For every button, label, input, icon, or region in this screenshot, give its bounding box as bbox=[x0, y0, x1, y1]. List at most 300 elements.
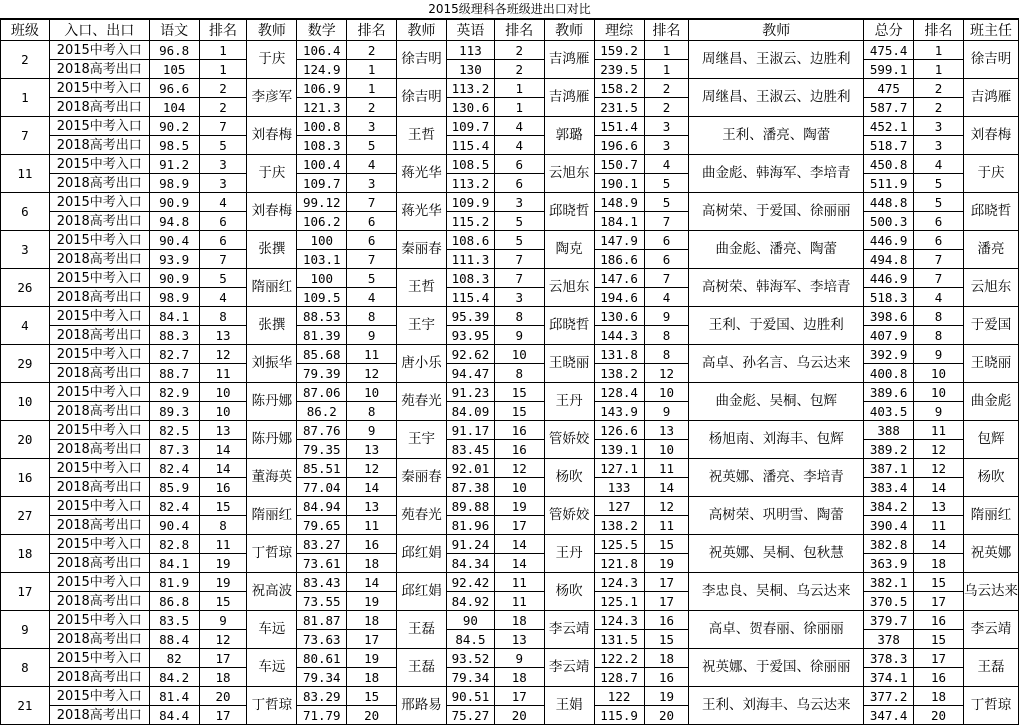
science-teachers-cell[interactable]: 王利、潘亮、陶蕾 bbox=[689, 117, 864, 155]
chinese-score-cell[interactable]: 82.7 bbox=[149, 345, 199, 364]
english-score-cell[interactable]: 113 bbox=[446, 41, 494, 60]
chinese-teacher-cell[interactable]: 丁哲琼 bbox=[247, 687, 297, 725]
math-score-cell[interactable]: 73.61 bbox=[297, 554, 347, 573]
english-teacher-cell[interactable]: 王丹 bbox=[544, 535, 594, 573]
total-rank-cell[interactable]: 4 bbox=[914, 155, 964, 174]
english-rank-cell[interactable]: 17 bbox=[494, 687, 544, 706]
english-score-cell[interactable]: 84.92 bbox=[446, 592, 494, 611]
science-rank-cell[interactable]: 4 bbox=[644, 288, 689, 307]
total-score-cell[interactable]: 387.1 bbox=[864, 459, 914, 478]
chinese-score-cell[interactable]: 94.8 bbox=[149, 212, 199, 231]
chinese-rank-cell[interactable]: 3 bbox=[199, 174, 247, 193]
math-score-cell[interactable]: 73.55 bbox=[297, 592, 347, 611]
chinese-teacher-cell[interactable]: 张撰 bbox=[247, 307, 297, 345]
math-rank-cell[interactable]: 5 bbox=[347, 269, 397, 288]
science-rank-cell[interactable]: 10 bbox=[644, 440, 689, 459]
total-score-cell[interactable]: 388 bbox=[864, 421, 914, 440]
science-teachers-cell[interactable]: 曲金彪、潘亮、陶蕾 bbox=[689, 231, 864, 269]
chinese-score-cell[interactable]: 82 bbox=[149, 649, 199, 668]
math-rank-cell[interactable]: 2 bbox=[347, 41, 397, 60]
total-score-cell[interactable]: 392.9 bbox=[864, 345, 914, 364]
math-score-cell[interactable]: 83.29 bbox=[297, 687, 347, 706]
entry-exit-cell[interactable]: 2018高考出口 bbox=[49, 478, 149, 497]
class-cell[interactable]: 6 bbox=[1, 193, 50, 231]
chinese-score-cell[interactable]: 89.3 bbox=[149, 402, 199, 421]
total-score-cell[interactable]: 379.7 bbox=[864, 611, 914, 630]
chinese-teacher-cell[interactable]: 于庆 bbox=[247, 155, 297, 193]
total-rank-cell[interactable]: 13 bbox=[914, 497, 964, 516]
english-score-cell[interactable]: 92.62 bbox=[446, 345, 494, 364]
english-teacher-cell[interactable]: 吉鸿雁 bbox=[544, 79, 594, 117]
chinese-teacher-cell[interactable]: 刘春梅 bbox=[247, 193, 297, 231]
english-score-cell[interactable]: 83.45 bbox=[446, 440, 494, 459]
science-score-cell[interactable]: 115.9 bbox=[594, 706, 644, 725]
english-rank-cell[interactable]: 9 bbox=[494, 326, 544, 345]
class-cell[interactable]: 27 bbox=[1, 497, 50, 535]
chinese-score-cell[interactable]: 90.9 bbox=[149, 193, 199, 212]
science-score-cell[interactable]: 133 bbox=[594, 478, 644, 497]
english-rank-cell[interactable]: 11 bbox=[494, 592, 544, 611]
entry-exit-cell[interactable]: 2015中考入口 bbox=[49, 573, 149, 592]
science-rank-cell[interactable]: 9 bbox=[644, 402, 689, 421]
english-score-cell[interactable]: 89.88 bbox=[446, 497, 494, 516]
math-rank-cell[interactable]: 11 bbox=[347, 516, 397, 535]
total-rank-cell[interactable]: 20 bbox=[914, 706, 964, 725]
science-rank-cell[interactable]: 12 bbox=[644, 364, 689, 383]
total-score-cell[interactable]: 370.5 bbox=[864, 592, 914, 611]
head-teacher-cell[interactable]: 于爱国 bbox=[963, 307, 1018, 345]
chinese-rank-cell[interactable]: 7 bbox=[199, 250, 247, 269]
english-score-cell[interactable]: 75.27 bbox=[446, 706, 494, 725]
science-teachers-cell[interactable]: 高卓、孙名言、乌云达来 bbox=[689, 345, 864, 383]
science-score-cell[interactable]: 125.5 bbox=[594, 535, 644, 554]
total-rank-cell[interactable]: 6 bbox=[914, 231, 964, 250]
header-math[interactable]: 数学 bbox=[297, 20, 347, 41]
math-rank-cell[interactable]: 4 bbox=[347, 155, 397, 174]
head-teacher-cell[interactable]: 于庆 bbox=[963, 155, 1018, 193]
total-score-cell[interactable]: 398.6 bbox=[864, 307, 914, 326]
chinese-score-cell[interactable]: 98.9 bbox=[149, 174, 199, 193]
total-rank-cell[interactable]: 15 bbox=[914, 630, 964, 649]
head-teacher-cell[interactable]: 包辉 bbox=[963, 421, 1018, 459]
english-rank-cell[interactable]: 13 bbox=[494, 630, 544, 649]
total-rank-cell[interactable]: 3 bbox=[914, 136, 964, 155]
entry-exit-cell[interactable]: 2015中考入口 bbox=[49, 535, 149, 554]
header-math-rank[interactable]: 排名 bbox=[347, 20, 397, 41]
chinese-teacher-cell[interactable]: 陈丹娜 bbox=[247, 421, 297, 459]
entry-exit-cell[interactable]: 2018高考出口 bbox=[49, 668, 149, 687]
chinese-teacher-cell[interactable]: 丁哲琼 bbox=[247, 535, 297, 573]
total-score-cell[interactable]: 518.3 bbox=[864, 288, 914, 307]
english-score-cell[interactable]: 93.95 bbox=[446, 326, 494, 345]
english-score-cell[interactable]: 91.24 bbox=[446, 535, 494, 554]
english-rank-cell[interactable]: 19 bbox=[494, 497, 544, 516]
class-cell[interactable]: 1 bbox=[1, 79, 50, 117]
english-score-cell[interactable]: 108.5 bbox=[446, 155, 494, 174]
total-rank-cell[interactable]: 14 bbox=[914, 478, 964, 497]
science-score-cell[interactable]: 186.6 bbox=[594, 250, 644, 269]
english-rank-cell[interactable]: 15 bbox=[494, 383, 544, 402]
science-score-cell[interactable]: 121.8 bbox=[594, 554, 644, 573]
science-teachers-cell[interactable]: 周继昌、王淑云、边胜利 bbox=[689, 41, 864, 79]
math-score-cell[interactable]: 86.2 bbox=[297, 402, 347, 421]
science-score-cell[interactable]: 125.1 bbox=[594, 592, 644, 611]
entry-exit-cell[interactable]: 2018高考出口 bbox=[49, 630, 149, 649]
math-score-cell[interactable]: 85.68 bbox=[297, 345, 347, 364]
math-score-cell[interactable]: 99.12 bbox=[297, 193, 347, 212]
total-rank-cell[interactable]: 17 bbox=[914, 592, 964, 611]
science-teachers-cell[interactable]: 祝英娜、潘亮、李培青 bbox=[689, 459, 864, 497]
english-rank-cell[interactable]: 10 bbox=[494, 478, 544, 497]
science-score-cell[interactable]: 148.9 bbox=[594, 193, 644, 212]
math-score-cell[interactable]: 79.65 bbox=[297, 516, 347, 535]
english-score-cell[interactable]: 111.3 bbox=[446, 250, 494, 269]
total-rank-cell[interactable]: 3 bbox=[914, 117, 964, 136]
math-score-cell[interactable]: 79.34 bbox=[297, 668, 347, 687]
math-rank-cell[interactable]: 1 bbox=[347, 60, 397, 79]
total-score-cell[interactable]: 518.7 bbox=[864, 136, 914, 155]
total-score-cell[interactable]: 475.4 bbox=[864, 41, 914, 60]
math-score-cell[interactable]: 87.76 bbox=[297, 421, 347, 440]
chinese-rank-cell[interactable]: 1 bbox=[199, 60, 247, 79]
chinese-rank-cell[interactable]: 8 bbox=[199, 516, 247, 535]
science-rank-cell[interactable]: 15 bbox=[644, 630, 689, 649]
english-score-cell[interactable]: 84.34 bbox=[446, 554, 494, 573]
english-teacher-cell[interactable]: 邱晓哲 bbox=[544, 193, 594, 231]
science-teachers-cell[interactable]: 曲金彪、吴桐、包辉 bbox=[689, 383, 864, 421]
science-score-cell[interactable]: 239.5 bbox=[594, 60, 644, 79]
english-rank-cell[interactable]: 17 bbox=[494, 516, 544, 535]
total-rank-cell[interactable]: 12 bbox=[914, 440, 964, 459]
chinese-teacher-cell[interactable]: 隋丽红 bbox=[247, 497, 297, 535]
entry-exit-cell[interactable]: 2018高考出口 bbox=[49, 326, 149, 345]
chinese-rank-cell[interactable]: 3 bbox=[199, 155, 247, 174]
science-score-cell[interactable]: 139.1 bbox=[594, 440, 644, 459]
math-score-cell[interactable]: 80.61 bbox=[297, 649, 347, 668]
science-teachers-cell[interactable]: 王利、刘海丰、乌云达来 bbox=[689, 687, 864, 725]
chinese-rank-cell[interactable]: 7 bbox=[199, 117, 247, 136]
chinese-teacher-cell[interactable]: 刘春梅 bbox=[247, 117, 297, 155]
english-rank-cell[interactable]: 5 bbox=[494, 212, 544, 231]
math-teacher-cell[interactable]: 蒋光华 bbox=[397, 155, 447, 193]
head-teacher-cell[interactable]: 王晓丽 bbox=[963, 345, 1018, 383]
math-score-cell[interactable]: 106.2 bbox=[297, 212, 347, 231]
science-rank-cell[interactable]: 3 bbox=[644, 136, 689, 155]
science-score-cell[interactable]: 190.1 bbox=[594, 174, 644, 193]
math-score-cell[interactable]: 100 bbox=[297, 269, 347, 288]
math-rank-cell[interactable]: 14 bbox=[347, 478, 397, 497]
total-rank-cell[interactable]: 2 bbox=[914, 98, 964, 117]
math-rank-cell[interactable]: 19 bbox=[347, 592, 397, 611]
math-rank-cell[interactable]: 13 bbox=[347, 440, 397, 459]
science-rank-cell[interactable]: 17 bbox=[644, 573, 689, 592]
science-rank-cell[interactable]: 2 bbox=[644, 79, 689, 98]
total-rank-cell[interactable]: 2 bbox=[914, 79, 964, 98]
english-score-cell[interactable]: 91.23 bbox=[446, 383, 494, 402]
header-chinese-teacher[interactable]: 教师 bbox=[247, 20, 297, 41]
english-score-cell[interactable]: 108.3 bbox=[446, 269, 494, 288]
math-score-cell[interactable]: 88.53 bbox=[297, 307, 347, 326]
science-rank-cell[interactable]: 10 bbox=[644, 383, 689, 402]
science-score-cell[interactable]: 131.8 bbox=[594, 345, 644, 364]
total-score-cell[interactable]: 500.3 bbox=[864, 212, 914, 231]
chinese-score-cell[interactable]: 85.9 bbox=[149, 478, 199, 497]
english-rank-cell[interactable]: 8 bbox=[494, 364, 544, 383]
total-score-cell[interactable]: 390.4 bbox=[864, 516, 914, 535]
science-rank-cell[interactable]: 19 bbox=[644, 554, 689, 573]
chinese-score-cell[interactable]: 90.4 bbox=[149, 516, 199, 535]
entry-exit-cell[interactable]: 2015中考入口 bbox=[49, 687, 149, 706]
chinese-teacher-cell[interactable]: 车远 bbox=[247, 649, 297, 687]
science-rank-cell[interactable]: 18 bbox=[644, 649, 689, 668]
english-score-cell[interactable]: 115.4 bbox=[446, 288, 494, 307]
science-teachers-cell[interactable]: 周继昌、王淑云、边胜利 bbox=[689, 79, 864, 117]
english-rank-cell[interactable]: 2 bbox=[494, 41, 544, 60]
english-teacher-cell[interactable]: 王丹 bbox=[544, 383, 594, 421]
head-teacher-cell[interactable]: 丁哲琼 bbox=[963, 687, 1018, 725]
science-score-cell[interactable]: 128.7 bbox=[594, 668, 644, 687]
english-teacher-cell[interactable]: 吉鸿雁 bbox=[544, 41, 594, 79]
science-score-cell[interactable]: 138.2 bbox=[594, 364, 644, 383]
english-teacher-cell[interactable]: 李云靖 bbox=[544, 611, 594, 649]
chinese-score-cell[interactable]: 98.9 bbox=[149, 288, 199, 307]
chinese-score-cell[interactable]: 87.3 bbox=[149, 440, 199, 459]
science-teachers-cell[interactable]: 祝英娜、于爱国、徐丽丽 bbox=[689, 649, 864, 687]
math-teacher-cell[interactable]: 王哲 bbox=[397, 117, 447, 155]
chinese-rank-cell[interactable]: 2 bbox=[199, 98, 247, 117]
math-teacher-cell[interactable]: 邢路易 bbox=[397, 687, 447, 725]
total-rank-cell[interactable]: 16 bbox=[914, 611, 964, 630]
total-score-cell[interactable]: 377.2 bbox=[864, 687, 914, 706]
entry-exit-cell[interactable]: 2015中考入口 bbox=[49, 459, 149, 478]
math-rank-cell[interactable]: 12 bbox=[347, 364, 397, 383]
class-cell[interactable]: 18 bbox=[1, 535, 50, 573]
math-teacher-cell[interactable]: 徐吉明 bbox=[397, 79, 447, 117]
total-score-cell[interactable]: 378.3 bbox=[864, 649, 914, 668]
header-english-rank[interactable]: 排名 bbox=[494, 20, 544, 41]
chinese-rank-cell[interactable]: 4 bbox=[199, 193, 247, 212]
english-score-cell[interactable]: 79.34 bbox=[446, 668, 494, 687]
chinese-rank-cell[interactable]: 2 bbox=[199, 79, 247, 98]
science-score-cell[interactable]: 194.6 bbox=[594, 288, 644, 307]
science-teachers-cell[interactable]: 高树荣、韩海军、李培青 bbox=[689, 269, 864, 307]
science-rank-cell[interactable]: 14 bbox=[644, 478, 689, 497]
total-score-cell[interactable]: 403.5 bbox=[864, 402, 914, 421]
total-score-cell[interactable]: 452.1 bbox=[864, 117, 914, 136]
total-score-cell[interactable]: 475 bbox=[864, 79, 914, 98]
science-rank-cell[interactable]: 1 bbox=[644, 60, 689, 79]
chinese-rank-cell[interactable]: 20 bbox=[199, 687, 247, 706]
math-score-cell[interactable]: 83.43 bbox=[297, 573, 347, 592]
science-teachers-cell[interactable]: 曲金彪、韩海军、李培青 bbox=[689, 155, 864, 193]
entry-exit-cell[interactable]: 2015中考入口 bbox=[49, 41, 149, 60]
header-head-teacher[interactable]: 班主任 bbox=[963, 20, 1018, 41]
science-score-cell[interactable]: 150.7 bbox=[594, 155, 644, 174]
english-rank-cell[interactable]: 5 bbox=[494, 231, 544, 250]
english-rank-cell[interactable]: 16 bbox=[494, 440, 544, 459]
entry-exit-cell[interactable]: 2018高考出口 bbox=[49, 554, 149, 573]
science-rank-cell[interactable]: 5 bbox=[644, 174, 689, 193]
math-rank-cell[interactable]: 7 bbox=[347, 250, 397, 269]
chinese-rank-cell[interactable]: 10 bbox=[199, 402, 247, 421]
entry-exit-cell[interactable]: 2018高考出口 bbox=[49, 60, 149, 79]
math-rank-cell[interactable]: 7 bbox=[347, 193, 397, 212]
entry-exit-cell[interactable]: 2015中考入口 bbox=[49, 497, 149, 516]
chinese-score-cell[interactable]: 84.1 bbox=[149, 307, 199, 326]
english-teacher-cell[interactable]: 王娟 bbox=[544, 687, 594, 725]
chinese-score-cell[interactable]: 81.4 bbox=[149, 687, 199, 706]
english-score-cell[interactable]: 95.39 bbox=[446, 307, 494, 326]
head-teacher-cell[interactable]: 云旭东 bbox=[963, 269, 1018, 307]
math-score-cell[interactable]: 121.3 bbox=[297, 98, 347, 117]
english-score-cell[interactable]: 115.2 bbox=[446, 212, 494, 231]
total-score-cell[interactable]: 383.4 bbox=[864, 478, 914, 497]
math-teacher-cell[interactable]: 蒋光华 bbox=[397, 193, 447, 231]
total-score-cell[interactable]: 347.4 bbox=[864, 706, 914, 725]
class-cell[interactable]: 29 bbox=[1, 345, 50, 383]
english-teacher-cell[interactable]: 杨吹 bbox=[544, 459, 594, 497]
math-rank-cell[interactable]: 9 bbox=[347, 326, 397, 345]
header-class[interactable]: 班级 bbox=[1, 20, 50, 41]
chinese-rank-cell[interactable]: 6 bbox=[199, 212, 247, 231]
entry-exit-cell[interactable]: 2015中考入口 bbox=[49, 79, 149, 98]
total-score-cell[interactable]: 389.2 bbox=[864, 440, 914, 459]
chinese-rank-cell[interactable]: 12 bbox=[199, 345, 247, 364]
class-cell[interactable]: 21 bbox=[1, 687, 50, 725]
math-rank-cell[interactable]: 4 bbox=[347, 288, 397, 307]
science-score-cell[interactable]: 127.1 bbox=[594, 459, 644, 478]
math-rank-cell[interactable]: 12 bbox=[347, 459, 397, 478]
total-rank-cell[interactable]: 18 bbox=[914, 687, 964, 706]
total-rank-cell[interactable]: 17 bbox=[914, 649, 964, 668]
chinese-rank-cell[interactable]: 19 bbox=[199, 554, 247, 573]
math-rank-cell[interactable]: 3 bbox=[347, 174, 397, 193]
chinese-score-cell[interactable]: 81.9 bbox=[149, 573, 199, 592]
math-teacher-cell[interactable]: 秦丽春 bbox=[397, 459, 447, 497]
class-cell[interactable]: 2 bbox=[1, 41, 50, 79]
chinese-score-cell[interactable]: 82.5 bbox=[149, 421, 199, 440]
total-rank-cell[interactable]: 14 bbox=[914, 535, 964, 554]
math-score-cell[interactable]: 100 bbox=[297, 231, 347, 250]
science-score-cell[interactable]: 124.3 bbox=[594, 573, 644, 592]
entry-exit-cell[interactable]: 2018高考出口 bbox=[49, 288, 149, 307]
chinese-teacher-cell[interactable]: 隋丽红 bbox=[247, 269, 297, 307]
math-score-cell[interactable]: 124.9 bbox=[297, 60, 347, 79]
science-rank-cell[interactable]: 3 bbox=[644, 117, 689, 136]
english-rank-cell[interactable]: 3 bbox=[494, 193, 544, 212]
english-score-cell[interactable]: 87.38 bbox=[446, 478, 494, 497]
total-rank-cell[interactable]: 5 bbox=[914, 193, 964, 212]
math-score-cell[interactable]: 100.4 bbox=[297, 155, 347, 174]
science-score-cell[interactable]: 151.4 bbox=[594, 117, 644, 136]
chinese-teacher-cell[interactable]: 车远 bbox=[247, 611, 297, 649]
chinese-rank-cell[interactable]: 5 bbox=[199, 136, 247, 155]
english-teacher-cell[interactable]: 李云靖 bbox=[544, 649, 594, 687]
chinese-score-cell[interactable]: 83.5 bbox=[149, 611, 199, 630]
science-score-cell[interactable]: 126.6 bbox=[594, 421, 644, 440]
chinese-rank-cell[interactable]: 11 bbox=[199, 535, 247, 554]
math-rank-cell[interactable]: 13 bbox=[347, 497, 397, 516]
science-score-cell[interactable]: 144.3 bbox=[594, 326, 644, 345]
science-score-cell[interactable]: 130.6 bbox=[594, 307, 644, 326]
head-teacher-cell[interactable]: 祝英娜 bbox=[963, 535, 1018, 573]
header-english[interactable]: 英语 bbox=[446, 20, 494, 41]
english-rank-cell[interactable]: 9 bbox=[494, 649, 544, 668]
math-score-cell[interactable]: 109.7 bbox=[297, 174, 347, 193]
total-score-cell[interactable]: 450.8 bbox=[864, 155, 914, 174]
chinese-score-cell[interactable]: 90.9 bbox=[149, 269, 199, 288]
chinese-teacher-cell[interactable]: 祝高波 bbox=[247, 573, 297, 611]
math-score-cell[interactable]: 81.39 bbox=[297, 326, 347, 345]
header-english-teacher[interactable]: 教师 bbox=[544, 20, 594, 41]
total-score-cell[interactable]: 389.6 bbox=[864, 383, 914, 402]
math-rank-cell[interactable]: 3 bbox=[347, 117, 397, 136]
science-rank-cell[interactable]: 20 bbox=[644, 706, 689, 725]
math-score-cell[interactable]: 77.04 bbox=[297, 478, 347, 497]
total-score-cell[interactable]: 511.9 bbox=[864, 174, 914, 193]
total-rank-cell[interactable]: 11 bbox=[914, 421, 964, 440]
total-score-cell[interactable]: 363.9 bbox=[864, 554, 914, 573]
science-score-cell[interactable]: 131.5 bbox=[594, 630, 644, 649]
english-rank-cell[interactable]: 6 bbox=[494, 155, 544, 174]
science-teachers-cell[interactable]: 李忠良、吴桐、乌云达来 bbox=[689, 573, 864, 611]
math-teacher-cell[interactable]: 唐小乐 bbox=[397, 345, 447, 383]
science-score-cell[interactable]: 138.2 bbox=[594, 516, 644, 535]
entry-exit-cell[interactable]: 2015中考入口 bbox=[49, 611, 149, 630]
chinese-rank-cell[interactable]: 15 bbox=[199, 497, 247, 516]
science-score-cell[interactable]: 147.9 bbox=[594, 231, 644, 250]
math-score-cell[interactable]: 71.79 bbox=[297, 706, 347, 725]
class-cell[interactable]: 4 bbox=[1, 307, 50, 345]
entry-exit-cell[interactable]: 2015中考入口 bbox=[49, 117, 149, 136]
english-teacher-cell[interactable]: 杨吹 bbox=[544, 573, 594, 611]
math-teacher-cell[interactable]: 邱红娟 bbox=[397, 573, 447, 611]
english-rank-cell[interactable]: 3 bbox=[494, 288, 544, 307]
science-rank-cell[interactable]: 5 bbox=[644, 193, 689, 212]
math-score-cell[interactable]: 83.27 bbox=[297, 535, 347, 554]
science-score-cell[interactable]: 143.9 bbox=[594, 402, 644, 421]
total-score-cell[interactable]: 599.1 bbox=[864, 60, 914, 79]
math-rank-cell[interactable]: 6 bbox=[347, 231, 397, 250]
math-rank-cell[interactable]: 8 bbox=[347, 402, 397, 421]
chinese-teacher-cell[interactable]: 张撰 bbox=[247, 231, 297, 269]
head-teacher-cell[interactable]: 曲金彪 bbox=[963, 383, 1018, 421]
total-score-cell[interactable]: 382.1 bbox=[864, 573, 914, 592]
english-score-cell[interactable]: 109.7 bbox=[446, 117, 494, 136]
math-teacher-cell[interactable]: 邱红娟 bbox=[397, 535, 447, 573]
english-teacher-cell[interactable]: 云旭东 bbox=[544, 269, 594, 307]
class-cell[interactable]: 10 bbox=[1, 383, 50, 421]
math-rank-cell[interactable]: 19 bbox=[347, 649, 397, 668]
class-cell[interactable]: 26 bbox=[1, 269, 50, 307]
header-total[interactable]: 总分 bbox=[864, 20, 914, 41]
chinese-score-cell[interactable]: 90.4 bbox=[149, 231, 199, 250]
science-score-cell[interactable]: 184.1 bbox=[594, 212, 644, 231]
math-rank-cell[interactable]: 9 bbox=[347, 421, 397, 440]
chinese-score-cell[interactable]: 90.2 bbox=[149, 117, 199, 136]
english-teacher-cell[interactable]: 管娇姣 bbox=[544, 497, 594, 535]
class-cell[interactable]: 11 bbox=[1, 155, 50, 193]
chinese-score-cell[interactable]: 91.2 bbox=[149, 155, 199, 174]
english-teacher-cell[interactable]: 王晓丽 bbox=[544, 345, 594, 383]
entry-exit-cell[interactable]: 2018高考出口 bbox=[49, 98, 149, 117]
math-teacher-cell[interactable]: 王宇 bbox=[397, 421, 447, 459]
english-score-cell[interactable]: 109.9 bbox=[446, 193, 494, 212]
math-teacher-cell[interactable]: 王磊 bbox=[397, 611, 447, 649]
english-teacher-cell[interactable]: 陶克 bbox=[544, 231, 594, 269]
chinese-rank-cell[interactable]: 12 bbox=[199, 630, 247, 649]
chinese-rank-cell[interactable]: 11 bbox=[199, 364, 247, 383]
